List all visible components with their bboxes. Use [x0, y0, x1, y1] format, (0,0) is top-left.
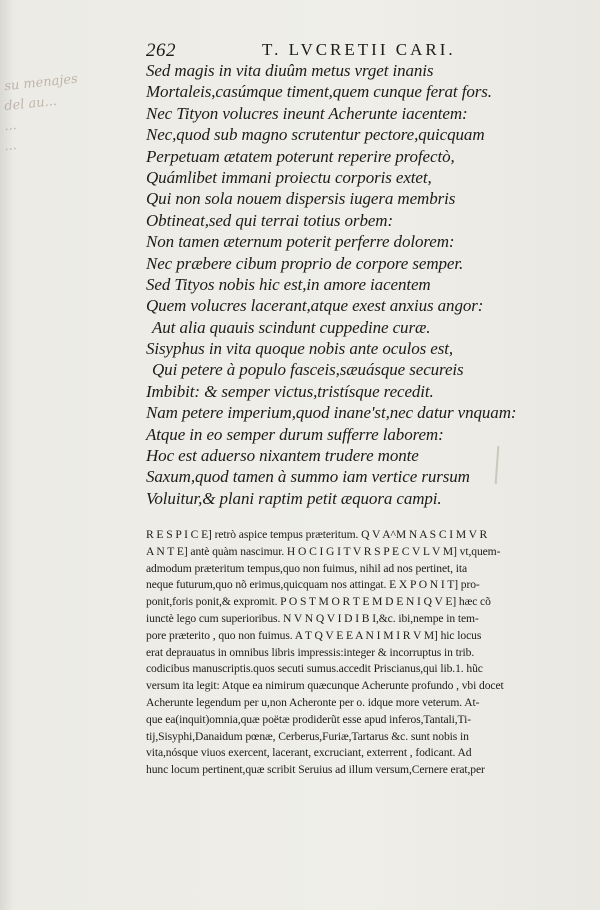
commentary-line: vita,nósque viuos exercent, lacerant, excruciant, exterrent , fodicant. Ad: [146, 746, 472, 760]
verse-line: Aut alia quauis scindunt cuppedine curæ.: [152, 317, 431, 337]
verse-block: [146, 60, 566, 509]
verse-line: Mortaleis,casúmque timent,quem cunque ferat fors.: [146, 82, 492, 102]
commentary-line: iunctè lego cum superioribus. N V N Q V I D I B I,&c. ibi,nempe in tem-: [146, 611, 479, 625]
commentary-block: [146, 527, 558, 779]
commentary-line: versum ita legit: Atque ea nimirum quæcunque Acherunte profundo , vbi docet: [146, 679, 504, 693]
verse-line: Hoc est aduerso nixantem trudere monte: [146, 446, 419, 466]
commentary-line: hunc locum pertinent,quæ scribit Seruius ad illum versum,Cernere erat,per: [146, 763, 485, 777]
verse-line: Perpetuam ætatem poterunt reperire profectò,: [146, 146, 455, 166]
margin-note: ...: [3, 118, 18, 135]
verse-line: Qui petere à populo fasceis,sæuásque secureis: [152, 360, 464, 380]
commentary-line: A N T E] antè quàm nascimur. H O C I G I T V R S P E C V L V M] vt,quem-: [146, 544, 501, 558]
verse-line: Quem volucres lacerant,atque exest anxius angor:: [146, 296, 484, 316]
margin-note: su menajes: [3, 71, 79, 95]
verse-line: Nec præbere cibum proprio de corpore semper.: [146, 253, 464, 273]
verse-line: Nec Tityon volucres ineunt Acherunte iacentem:: [146, 103, 468, 123]
marginal-annotations: [3, 70, 144, 155]
verse-line: Qui non sola nouem dispersis iugera membris: [146, 189, 456, 209]
verse-line: Nec,quod sub magno scrutentur pectore,quicquam: [146, 125, 485, 145]
margin-note: ...: [3, 138, 18, 155]
verse-line: Imbibit: & semper victus,tristísque recedit.: [146, 381, 434, 401]
verse-line: Atque in eo semper durum sufferre laborem:: [146, 424, 444, 444]
commentary-line: ponit,foris ponit,& expromit. P O S T M O R T E M D E N I Q V E] hæc cõ: [146, 595, 491, 609]
verse-line: Voluitur,& plani raptim petit æquora campi.: [146, 488, 442, 508]
commentary-line: pore præterito , quo non fuimus. A T Q V E E A N I M I R V M] hic locus: [146, 628, 482, 642]
commentary-line: Acherunte legendum per u,non Acheronte per o. idque more veterum. At-: [146, 695, 480, 709]
commentary-line: neque futurum,quo nõ erimus,quicquam nos attingat. E X P O N I T] pro-: [146, 578, 480, 592]
verse-line: Sisyphus in vita quoque nobis ante oculos est,: [146, 339, 454, 359]
commentary-line: R E S P I C E] retrò aspice tempus præteritum. Q V A^M N A S C I M V R: [146, 528, 488, 541]
commentary-line: admodum præteritum tempus,quo non fuimus, nihil ad nos pertinet, ita: [146, 561, 468, 575]
page-number: 262: [146, 40, 176, 61]
running-head: T. LVCRETII CARI.: [262, 40, 456, 59]
commentary-line: tij,Sisyphi,Danaidum pœnæ, Cerberus,Furiæ,Tartarus &c. sunt nobis in: [146, 729, 469, 743]
verse-line: Saxum,quod tamen à summo iam vertice rursum: [146, 467, 470, 487]
margin-note: del au...: [3, 93, 58, 115]
commentary-line: codicibus manuscriptis.quos secuti sumus.accedit Priscianus,qui lib.1. hũc: [146, 662, 483, 676]
verse-line: Sed Tityos nobis hic est,in amore iacentem: [146, 274, 431, 294]
verse-line: Nam petere imperium,quod inane'st,nec datur vnquam:: [146, 403, 517, 423]
verse-line: Non tamen æternum poterit perferre dolorem:: [146, 232, 455, 252]
verse-line: Obtineat,sed qui terrai totius orbem:: [146, 210, 394, 230]
verse-line: Sed magis in vita diuûm metus vrget inanis: [146, 61, 434, 80]
verse-line: Quámlibet immani proiectu corporis extet,: [146, 167, 432, 187]
commentary-line: erat deprauatus in omnibus libris impressis:integer & incorruptus in trib.: [146, 645, 475, 659]
commentary-line: que ea(inquit)omnia,quæ poëtæ prodiderũt esse apud inferos,Tantali,Ti-: [146, 712, 472, 726]
